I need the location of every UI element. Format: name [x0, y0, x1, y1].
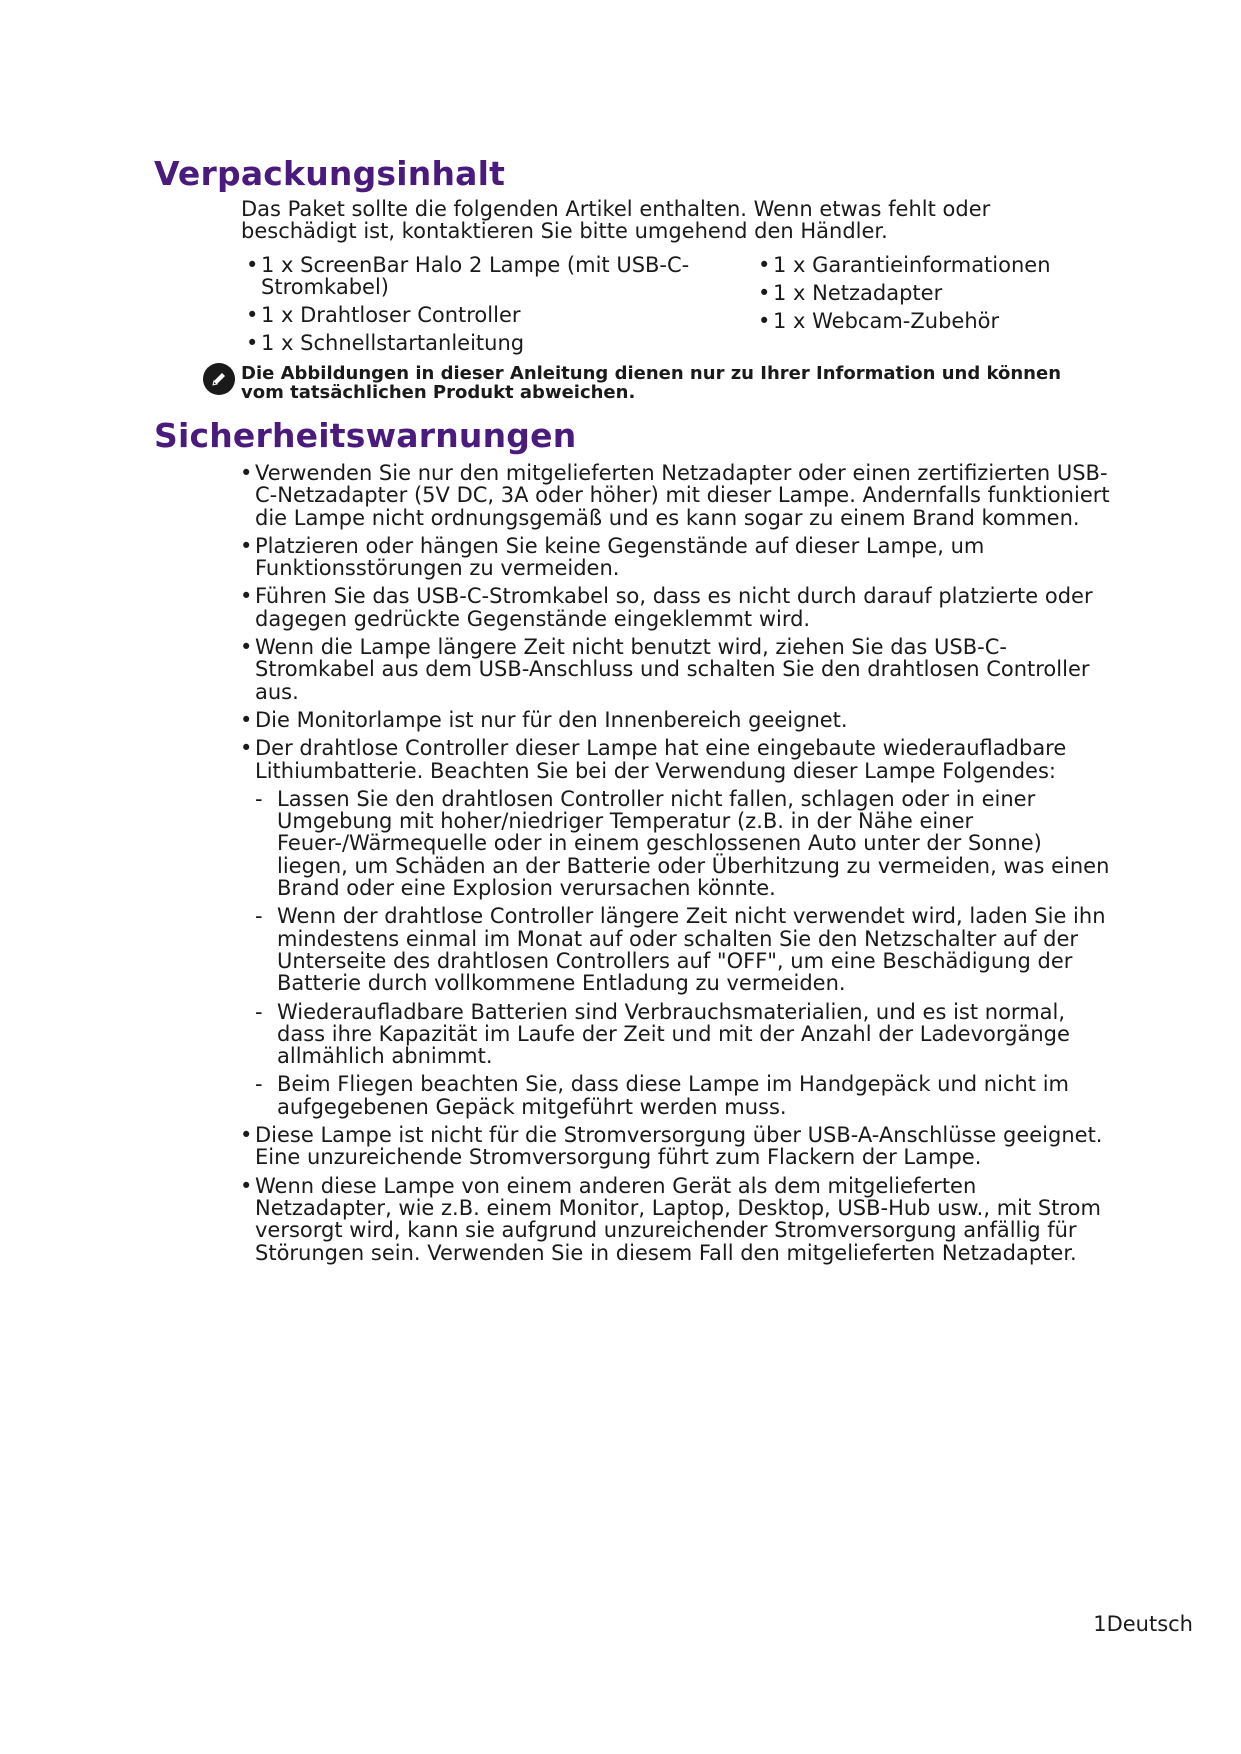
warning-item: • Wenn die Lampe längere Zeit nicht benutzt wird, ziehen Sie das USB-C-Stromkabel aus dem USB-Anschluss und schalten Sie den drahtlosen Controller aus.: [240, 636, 1110, 703]
package-contents-title: Verpackungsinhalt: [154, 154, 506, 193]
illustration-note-text: Die Abbildungen in dieser Anleitung dienen nur zu Ihrer Information und können vom tatsächlichen Produkt abweichen.: [241, 363, 1062, 403]
battery-subpoint: - Beim Fliegen beachten Sie, dass diese Lampe im Handgepäck und nicht im aufgegebenen Gepäck mitgeführt werden muss.: [255, 1073, 1110, 1118]
battery-subpoints: [255, 788, 1110, 1118]
package-item: • 1 x ScreenBar Halo 2 Lampe (mit USB-C-Stromkabel): [246, 254, 726, 298]
battery-subpoint: - Wenn der drahtlose Controller längere Zeit nicht verwendet wird, laden Sie ihn mindestens einmal im Monat auf oder schalten Sie den Netzschalter auf der Unterseite des drahtlosen Controllers auf "OFF", um eine Beschädigung der Batterie durch vollkommene Entladung zu vermeiden.: [255, 905, 1110, 994]
package-items-left: [246, 254, 726, 360]
warning-item: • Verwenden Sie nur den mitgelieferten Netzadapter oder einen zertifizierten USB-C-Netzadapter (5V DC, 3A oder höher) mit dieser Lampe. Andernfalls funktioniert die Lampe nicht ordnungsgemäß und es kann sogar zu einem Brand kommen.: [240, 462, 1110, 529]
warning-item: • Führen Sie das USB-C-Stromkabel so, dass es nicht durch darauf platzierte oder dagegen gedrückte Gegenstände eingeklemmt wird.: [240, 585, 1110, 630]
page-number-label: 1Deutsch: [1093, 1612, 1193, 1636]
warning-item: • Der drahtlose Controller dieser Lampe hat eine eingebaute wiederaufladbare Lithiumbatterie. Beachten Sie bei der Verwendung dieser Lampe Folgendes: - Lassen Sie den drahtlosen Controller nicht fallen, schlagen oder in einer Umgebung mit hoher/niedriger Temperatur (z.B. in der Nähe einer Feuer-/Wärmequelle oder in einem geschlossenen Auto unter der Sonne) liegen, um Schäden an der Batterie oder Überhitzung zu vermeiden, was einen Brand oder eine Explosion verursachen könnte. - Wenn der drahtlose Controller längere Zeit nicht verwendet wird, laden Sie ihn mindestens einmal im Monat auf oder schalten Sie den Netzschalter auf der Unterseite des drahtlosen Controllers auf "OFF", um eine Beschädigung der Batterie durch vollkommene Entladung zu vermeiden. - Wiederaufladbare Batterien sind Verbrauchsmaterialien, und es ist normal, dass ihre Kapazität im Laufe der Zeit und mit der Anzahl der Ladevorgänge allmählich abnimmt. - Beim Fliegen beachten Sie, dass diese Lampe im Handgepäck und nicht im aufgegebenen Gepäck mitgeführt werden muss.: [240, 737, 1110, 1118]
package-item: • 1 x Schnellstartanleitung: [246, 332, 726, 354]
package-intro-text: Das Paket sollte die folgenden Artikel enthalten. Wenn etwas fehlt oder beschädigt ist, kontaktieren Sie bitte umgehend den Händler.: [241, 197, 991, 243]
warning-item: • Diese Lampe ist nicht für die Stromversorgung über USB-A-Anschlüsse geeignet. Eine unzureichende Stromversorgung führt zum Flackern der Lampe.: [240, 1124, 1110, 1169]
battery-subpoint: - Wiederaufladbare Batterien sind Verbrauchsmaterialien, und es ist normal, dass ihre Kapazität im Laufe der Zeit und mit der Anzahl der Ladevorgänge allmählich abnimmt.: [255, 1001, 1110, 1068]
safety-warnings-title: Sicherheitswarnungen: [154, 416, 577, 455]
package-item: • 1 x Garantieinformationen: [758, 254, 1098, 276]
warning-item: • Die Monitorlampe ist nur für den Innenbereich geeignet.: [240, 709, 1110, 731]
safety-warnings-list: [240, 462, 1110, 1270]
package-items-right: [758, 254, 1098, 338]
package-item: • 1 x Webcam-Zubehör: [758, 310, 1098, 332]
warning-item: • Platzieren oder hängen Sie keine Gegenstände auf dieser Lampe, um Funktionsstörungen zu vermeiden.: [240, 535, 1110, 580]
pencil-icon: [203, 363, 235, 395]
warning-item: • Wenn diese Lampe von einem anderen Gerät als dem mitgelieferten Netzadapter, wie z.B. einem Monitor, Laptop, Desktop, USB-Hub usw., mit Strom versorgt wird, kann sie aufgrund unzureichender Stromversorgung anfällig für Störungen sein. Verwenden Sie in diesem Fall den mitgelieferten Netzadapter.: [240, 1175, 1110, 1264]
battery-subpoint: - Lassen Sie den drahtlosen Controller nicht fallen, schlagen oder in einer Umgebung mit hoher/niedriger Temperatur (z.B. in der Nähe einer Feuer-/Wärmequelle oder in einem geschlossenen Auto unter der Sonne) liegen, um Schäden an der Batterie oder Überhitzung zu vermeiden, was einen Brand oder eine Explosion verursachen könnte.: [255, 788, 1110, 899]
package-item: • 1 x Drahtloser Controller: [246, 304, 726, 326]
package-item: • 1 x Netzadapter: [758, 282, 1098, 304]
illustration-note: [203, 364, 1103, 402]
